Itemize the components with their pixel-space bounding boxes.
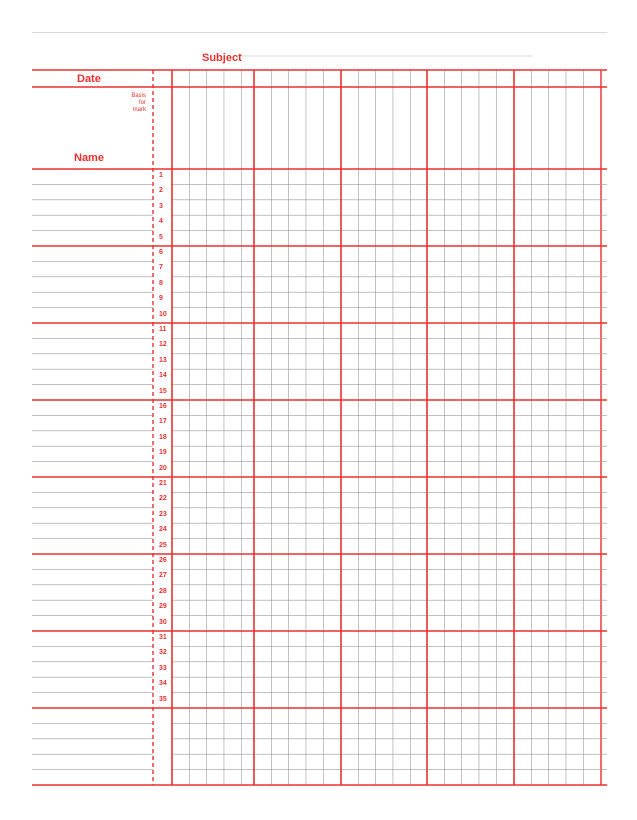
row-number: 2 [159, 187, 163, 195]
name-label: Name [74, 152, 104, 164]
basis-line-2: for [138, 100, 146, 106]
gradebook-sheet [32, 32, 607, 791]
row-number: 14 [159, 372, 167, 380]
row-number: 26 [159, 557, 167, 564]
subject-label: Subject [202, 52, 242, 64]
row-number: 19 [159, 449, 167, 457]
basis-for-mark-label [112, 93, 146, 114]
row-number: 9 [159, 295, 163, 303]
row-number: 22 [159, 495, 167, 503]
row-number: 11 [159, 326, 167, 333]
row-number: 1 [159, 172, 163, 179]
row-number: 13 [159, 356, 167, 364]
row-number: 16 [159, 403, 167, 410]
row-number: 30 [159, 618, 167, 626]
row-number: 35 [159, 695, 167, 703]
row-number: 33 [159, 664, 167, 672]
row-number: 32 [159, 649, 167, 657]
row-number: 4 [159, 218, 163, 226]
row-number: 24 [159, 526, 167, 534]
row-number: 5 [159, 233, 163, 241]
row-number: 3 [159, 202, 163, 210]
row-number: 21 [159, 480, 167, 487]
row-number: 12 [159, 341, 167, 349]
row-number: 6 [159, 249, 163, 256]
date-label: Date [77, 73, 101, 85]
basis-line-3: mark [132, 107, 146, 113]
row-number: 18 [159, 433, 167, 441]
row-number: 10 [159, 310, 167, 318]
row-number: 28 [159, 587, 167, 595]
row-number: 25 [159, 541, 167, 549]
row-number: 34 [159, 680, 167, 688]
gradebook-grid [32, 33, 607, 791]
row-number: 7 [159, 264, 163, 272]
row-number: 29 [159, 603, 167, 611]
row-number: 15 [159, 387, 167, 395]
row-number: 8 [159, 279, 163, 287]
row-number: 31 [159, 634, 167, 641]
row-number: 17 [159, 418, 167, 426]
row-number: 20 [159, 464, 167, 472]
row-number: 23 [159, 510, 167, 518]
basis-line-1: Basis [131, 93, 146, 99]
row-number: 27 [159, 572, 167, 580]
